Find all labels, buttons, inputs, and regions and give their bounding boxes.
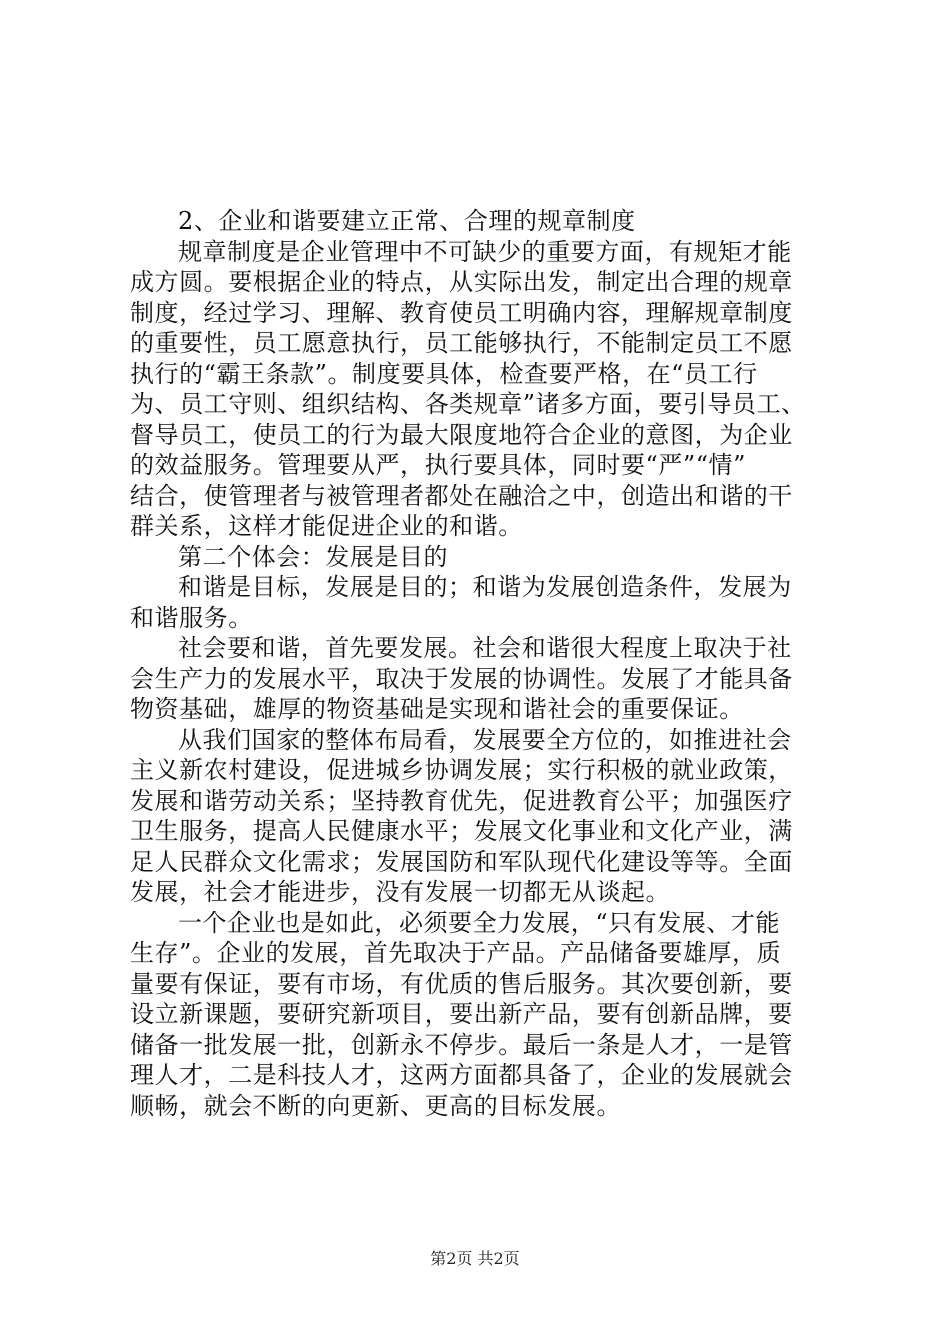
paragraph-line: 和谐服务。 <box>130 603 253 632</box>
paragraph-line: 足人民群众文化需求；发展国防和军队现代化建设等等。全面 <box>130 847 793 876</box>
paragraph-line: 督导员工，使员工的行为最大限度地符合企业的意图，为企业 <box>130 420 793 449</box>
paragraph-line: 生存”。企业的发展，首先取决于产品。产品储备要雄厚，质 <box>130 939 782 967</box>
paragraph-line: 卫生服务，提高人民健康水平；发展文化事业和文化产业，满 <box>130 817 793 845</box>
paragraph-line: 和谐是目标，发展是目的；和谐为发展创造条件，发展为 <box>178 573 792 601</box>
paragraph-line: 执行的“霸王条款”。制度要具体，检查要严格，在“员工行 <box>130 359 758 388</box>
paragraph-line: 顺畅，就会不断的向更新、更高的目标发展。 <box>130 1091 621 1120</box>
paragraph-line: 群关系，这样才能促进企业的和谐。 <box>130 512 523 540</box>
paragraph-line: 一个企业也是如此，必须要全力发展，“只有发展、才能 <box>178 908 781 937</box>
paragraph-line: 制度，经过学习、理解、教育使员工明确内容，理解规章制度 <box>130 298 793 327</box>
section-heading: 2、企业和谐要建立正常、合理的规章制度 <box>178 207 636 235</box>
paragraph-line: 的效益服务。管理要从严，执行要具体，同时要“严”“情” <box>130 451 746 479</box>
paragraph-line: 成方圆。要根据企业的特点，从实际出发，制定出合理的规章 <box>130 268 793 296</box>
paragraph-line: 物资基础，雄厚的物资基础是实现和谐社会的重要保证。 <box>130 695 744 723</box>
paragraph-line: 储备一批发展一批，创新永不停步。最后一条是人才，一是管 <box>130 1030 793 1059</box>
paragraph-line: 主义新农村建设，促进城乡协调发展；实行积极的就业政策， <box>130 756 793 784</box>
paragraph-line: 发展，社会才能进步，没有发展一切都无从谈起。 <box>130 878 671 906</box>
paragraph-line: 会生产力的发展水平，取决于发展的协调性。发展了才能具备 <box>130 664 793 693</box>
paragraph-line: 社会要和谐，首先要发展。社会和谐很大程度上取决于社 <box>178 634 792 662</box>
paragraph-line: 结合，使管理者与被管理者都处在融洽之中，创造出和谐的干 <box>130 481 793 510</box>
paragraph-line: 从我们国家的整体布局看，发展要全方位的，如推进社会 <box>178 725 792 754</box>
paragraph-line: 设立新课题，要研究新项目，要出新产品，要有创新品牌，要 <box>130 1000 793 1028</box>
document-body <box>130 206 830 1121</box>
paragraph-line: 理人才，二是科技人才，这两方面都具备了，企业的发展就会 <box>130 1061 793 1089</box>
paragraph-line: 为、员工守则、组织结构、各类规章”诸多方面，要引导员工、 <box>130 390 806 418</box>
paragraph-line: 规章制度是企业管理中不可缺少的重要方面，有规矩才能 <box>178 237 792 266</box>
paragraph-line: 量要有保证，要有市场，有优质的售后服务。其次要创新，要 <box>130 969 793 998</box>
paragraph-line: 发展和谐劳动关系；坚持教育优先，促进教育公平；加强医疗 <box>130 786 793 815</box>
paragraph-line: 的重要性，员工愿意执行，员工能够执行，不能制定员工不愿 <box>130 329 793 357</box>
page-number-footer: 第2页 共2页 <box>430 1249 520 1268</box>
section-heading: 第二个体会：发展是目的 <box>178 542 449 571</box>
